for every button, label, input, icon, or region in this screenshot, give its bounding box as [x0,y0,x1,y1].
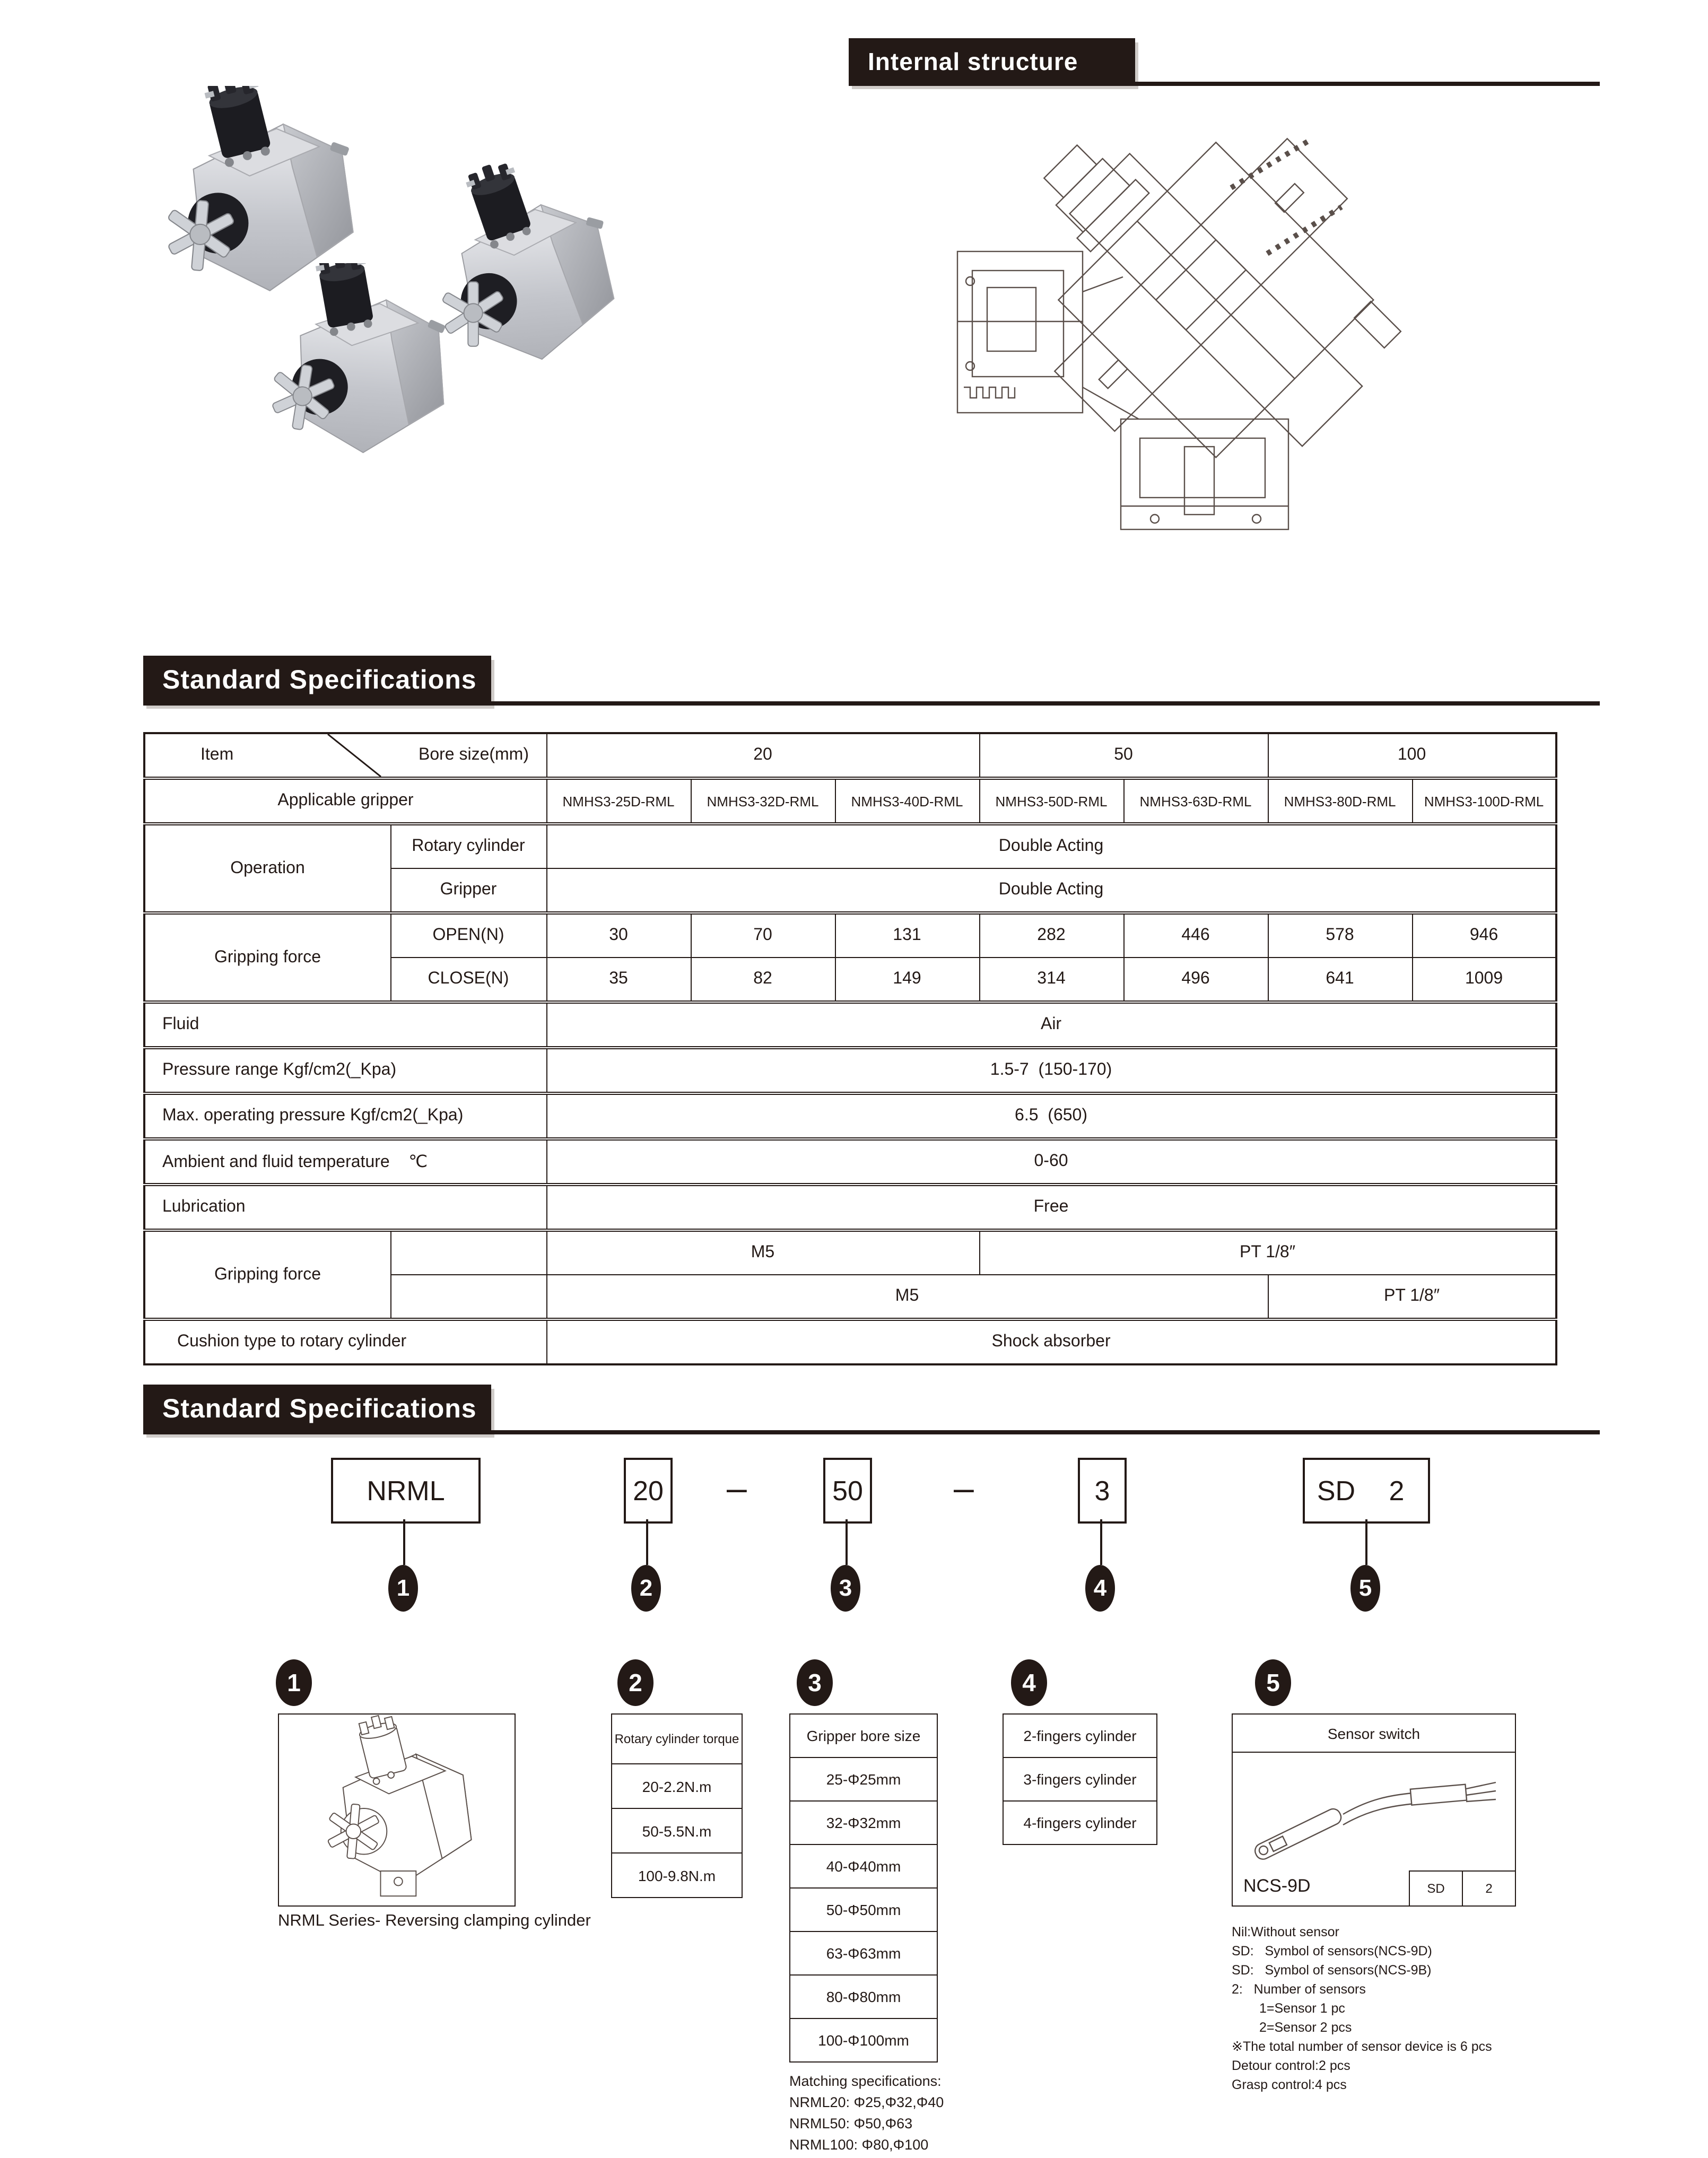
table-cell: Free [546,1185,1556,1230]
ports-label: Gripping force [144,1230,390,1319]
pressure-label: Pressure range Kgf/cm2(_Kpa) [144,1048,546,1093]
corner-cell [144,733,546,778]
table-row [790,1757,937,1801]
table-row-cushion [144,1319,1556,1364]
open-label: OPEN(N) [390,913,546,958]
fingers-cell: 2-fingers cylinder [1003,1714,1157,1757]
order-torque-box: 20 [624,1458,673,1524]
callout-line-2 [646,1519,648,1565]
detail-badge-5: 5 [1255,1659,1291,1706]
fingers-cell: 4-fingers cylinder [1003,1801,1157,1844]
sensor-notes [1232,1922,1582,2094]
order-dash-1: – [727,1468,747,1509]
bore-cell: 63-Φ63mm [790,1931,937,1975]
spec-table [143,732,1557,1365]
ambient-label: Ambient and fluid temperature ℃ [144,1139,546,1185]
table-row-fluid [144,1002,1556,1048]
callout-line-5 [1365,1519,1367,1565]
callout-line-4 [1100,1519,1102,1565]
sensor-switch-box [1232,1713,1516,1907]
table-cell: PT 1/8″ [1268,1275,1556,1319]
bore-cell: 25-Φ25mm [790,1757,937,1801]
table-row-port1 [144,1230,1556,1275]
table-cell: NMHS3-50D-RML [979,778,1123,824]
callout-line-3 [846,1519,847,1565]
bore-cell: 80-Φ80mm [790,1975,937,2018]
mini-qty-cell: 2 [1462,1871,1515,1906]
spec1-rule [143,701,1600,706]
table-row [790,1801,937,1844]
bore-cell: 50-Φ50mm [790,1888,937,1931]
sensor-note-line: 1=Sensor 1 pc [1259,2001,1345,2016]
table-cell: NMHS3-100D-RML [1412,778,1556,824]
table-cell: 1009 [1412,958,1556,1002]
table-cell: 30 [546,913,691,958]
spec2-rule [143,1430,1600,1434]
torque-cell: 50-5.5N.m [612,1808,742,1853]
table-cell: 6.5 (650) [546,1093,1556,1139]
internal-structure-drawing [952,69,1422,546]
table-cell: NMHS3-25D-RML [546,778,691,824]
series-drawing-box [278,1713,516,1907]
order-model-box: NRML [331,1458,481,1524]
corner-bore-label: Bore size(mm) [418,746,529,764]
detail-badge-1: 1 [276,1659,312,1706]
operation-label: Operation [144,824,390,913]
detail-badge-3: 3 [797,1659,833,1706]
reversing-cylinder-drawing [279,1715,511,1902]
fingers-cell: 3-fingers cylinder [1003,1757,1157,1801]
sensor-note-line: ※The total number of sensor device is 6 pcs [1232,2039,1492,2054]
table-cell: NMHS3-80D-RML [1268,778,1412,824]
detail-badge-2: 2 [617,1659,653,1706]
group-header-100: 100 [1268,733,1556,778]
matching-line: NRML100: Φ80,Φ100 [789,2137,929,2153]
table-row-operation-rotary [144,824,1556,868]
table-cell: NMHS3-63D-RML [1123,778,1268,824]
callout-line-1 [403,1519,405,1565]
table-cell: 946 [1412,913,1556,958]
applicable-label: Applicable gripper [144,778,546,824]
table-cell-empty [390,1230,546,1275]
bore-table [789,1713,938,2063]
table-row-applicable [144,778,1556,824]
table-cell: 282 [979,913,1123,958]
matching-line: NRML20: Φ25,Φ32,Φ40 [789,2094,944,2110]
sensor-note-line: 2: Number of sensors [1232,1982,1366,1997]
table-cell: 70 [691,913,835,958]
sensor-drawing [1233,1753,1512,1864]
callout-badge-1: 1 [388,1565,418,1612]
sensor-note-line: 2=Sensor 2 pcs [1259,2020,1352,2035]
table-cell: Double Acting [546,868,1556,913]
rotary-cylinder-label: Rotary cylinder [390,824,546,868]
table-row [612,1808,742,1853]
table-row [790,1714,937,1757]
table-cell: 314 [979,958,1123,1002]
table-cell: PT 1/8″ [979,1230,1556,1275]
order-dash-2: – [954,1468,974,1509]
table-cell-empty [390,1275,546,1319]
callout-badge-4: 4 [1085,1565,1115,1612]
bore-cell: 32-Φ32mm [790,1801,937,1844]
fingers-table [1003,1713,1157,1845]
table-cell: 496 [1123,958,1268,1002]
detail-badge-4: 4 [1011,1659,1047,1706]
spec1-header [143,656,491,704]
group-header-50: 50 [979,733,1268,778]
table-row [790,1931,937,1975]
max-pressure-label: Max. operating pressure Kgf/cm2(_Kpa) [144,1093,546,1139]
matching-line: Matching specifications: [789,2073,942,2089]
table-row [612,1853,742,1898]
gripping-force-label: Gripping force [144,913,390,1002]
group-header-20: 20 [546,733,979,778]
close-label: CLOSE(N) [390,958,546,1002]
lubrication-label: Lubrication [144,1185,546,1230]
order-fingers-box: 3 [1078,1458,1127,1524]
sensor-note-line: Grasp control:4 pcs [1232,2077,1347,2092]
mini-sd-cell: SD [1409,1871,1462,1906]
table-row-max-pressure [144,1093,1556,1139]
table-row-header [144,733,1556,778]
cushion-label: Cushion type to rotary cylinder [144,1319,546,1364]
table-cell: M5 [546,1275,1268,1319]
spec2-header [143,1385,491,1433]
order-sensor-box: SD [1303,1458,1370,1524]
table-cell: Shock absorber [546,1319,1556,1364]
bore-cell: 100-Φ100mm [790,2018,937,2062]
table-cell: 35 [546,958,691,1002]
sensor-note-line: Nil:Without sensor [1232,1925,1339,1939]
table-cell: NMHS3-40D-RML [835,778,979,824]
table-row [1003,1801,1157,1844]
table-cell: 149 [835,958,979,1002]
callout-badge-2: 2 [631,1565,661,1612]
table-cell: M5 [546,1230,979,1275]
table-row-ambient [144,1139,1556,1185]
table-row [790,2018,937,2062]
torque-header: Rotary cylinder torque [612,1714,742,1764]
table-cell: Air [546,1002,1556,1048]
internal-structure-title: Internal structure [868,47,1078,75]
matching-specs [789,2071,944,2156]
fluid-label: Fluid [144,1002,546,1048]
table-row [1003,1714,1157,1757]
bore-header: Gripper bore size [790,1714,937,1757]
table-row-force-open [144,913,1556,958]
table-row [1409,1871,1515,1906]
spec-table-wrap [143,732,1557,1365]
table-cell: 578 [1268,913,1412,958]
sensor-model-label: NCS-9D [1243,1876,1311,1896]
table-cell: 82 [691,958,835,1002]
matching-line: NRML50: Φ50,Φ63 [789,2116,913,2131]
callout-badge-3: 3 [831,1565,860,1612]
table-cell: 1.5-7 (150-170) [546,1048,1556,1093]
table-cell: Double Acting [546,824,1556,868]
order-bore-box: 50 [823,1458,872,1524]
table-row [612,1764,742,1808]
sensor-note-line: SD: Symbol of sensors(NCS-9B) [1232,1963,1432,1978]
table-row [790,1975,937,2018]
bore-cell: 40-Φ40mm [790,1844,937,1888]
table-row [1003,1757,1157,1801]
order-qty-box: 2 [1365,1458,1430,1524]
table-cell: 446 [1123,913,1268,958]
torque-table [611,1713,743,1898]
table-row [790,1844,937,1888]
table-row-lubrication [144,1185,1556,1230]
sensor-note-line: Detour control:2 pcs [1232,2058,1350,2073]
callout-badge-5: 5 [1350,1565,1380,1612]
table-cell: NMHS3-32D-RML [691,778,835,824]
corner-item-label: Item [201,746,234,764]
series-caption: NRML Series- Reversing clamping cylinder [278,1912,591,1930]
sensor-note-line: SD: Symbol of sensors(NCS-9D) [1232,1944,1432,1959]
table-cell: 0-60 [546,1139,1556,1185]
torque-cell: 20-2.2N.m [612,1764,742,1808]
spec1-title: Standard Specifications [162,665,477,694]
sensor-mini-table [1409,1870,1516,1907]
table-row-pressure [144,1048,1556,1093]
spec2-title: Standard Specifications [162,1394,477,1423]
table-row [612,1714,742,1764]
sensor-switch-header: Sensor switch [1233,1715,1515,1753]
torque-cell: 100-9.8N.m [612,1853,742,1898]
table-cell: 131 [835,913,979,958]
table-row [790,1888,937,1931]
product-photo-3 [424,159,632,390]
gripper-label: Gripper [390,868,546,913]
table-cell: 641 [1268,958,1412,1002]
